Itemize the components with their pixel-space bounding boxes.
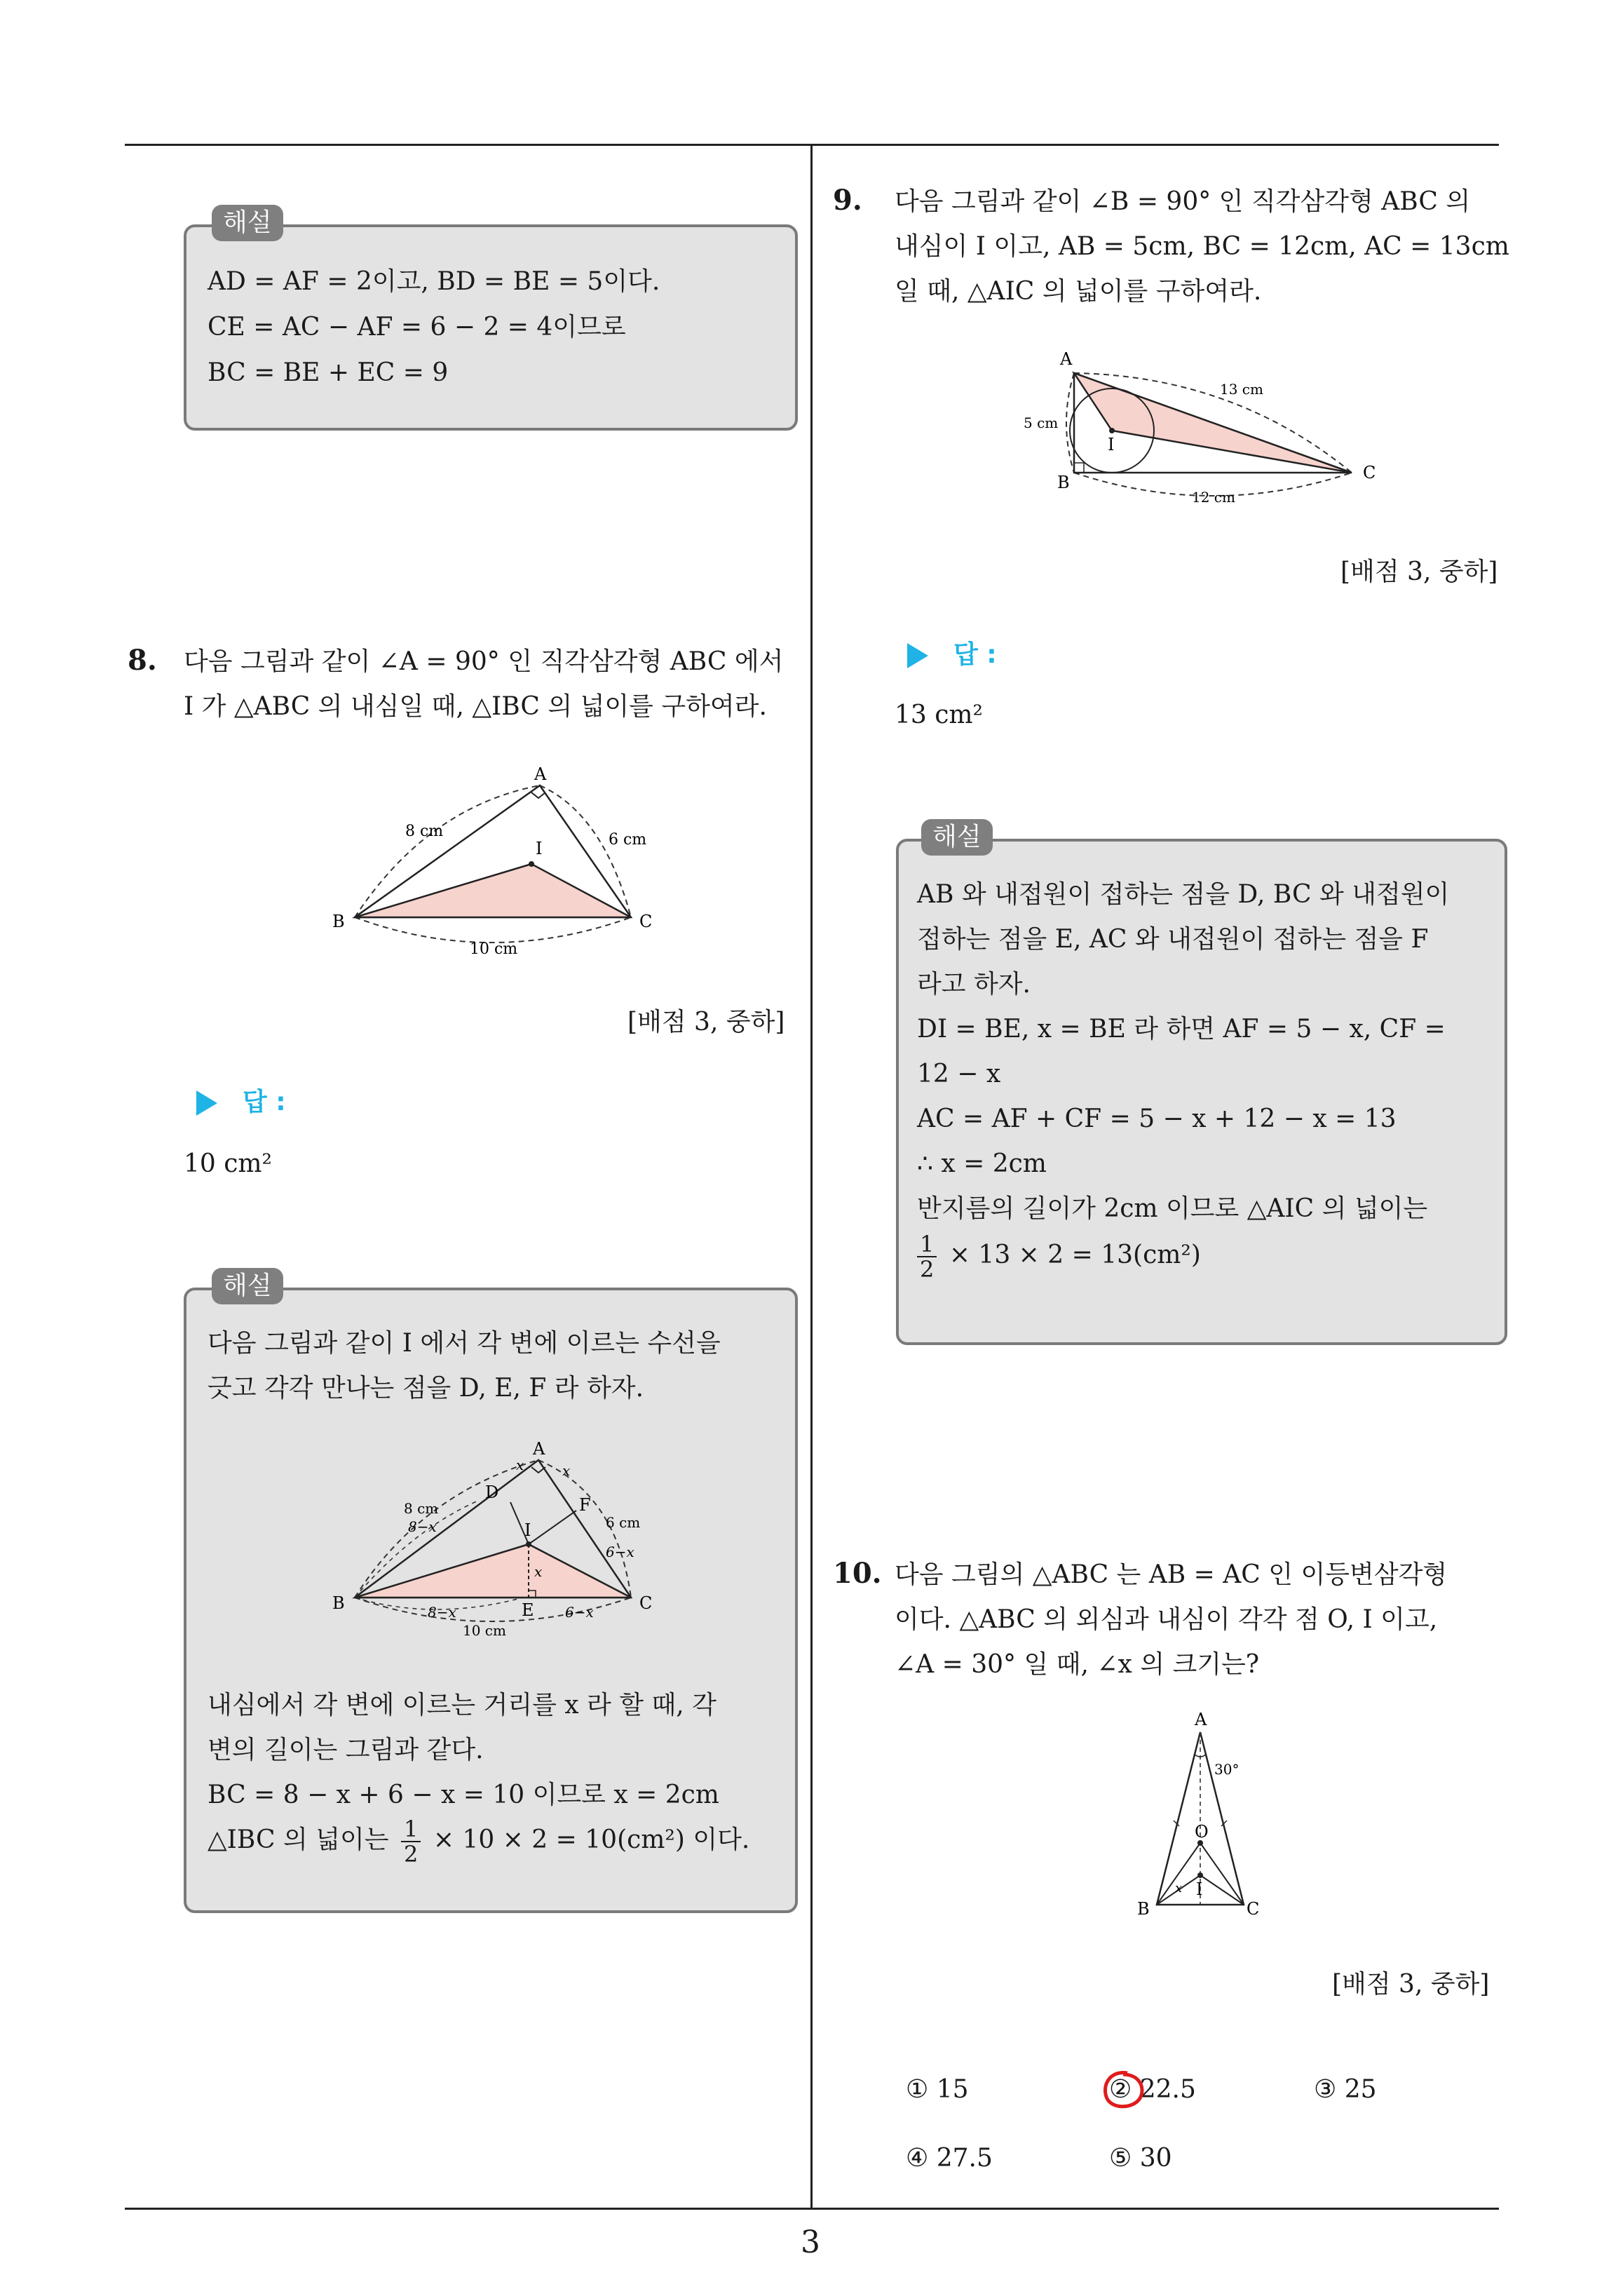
q10-text-line-2: 이다. △ABC 의 외심과 내심이 각각 점 O, I 이고, <box>895 1605 1438 1634</box>
q8-solution-tag: 해설 <box>212 1268 283 1304</box>
q8-fig-label-i: I <box>536 839 543 858</box>
q10-fig-label-c: C <box>1247 1899 1260 1919</box>
q8-fig-label-ab: 8 cm <box>405 823 444 840</box>
q8-text-line-1: 다음 그림과 같이 ∠A = 90° 인 직각삼각형 ABC 에서 <box>184 647 784 676</box>
q10-choice-1[interactable]: ① 15 <box>906 2075 969 2104</box>
q10-choice-2[interactable]: ② 22.5 <box>1109 2075 1196 2104</box>
q8-sol-fig-label-b2: 8−x <box>428 1604 456 1621</box>
q9-solution-line-2: 접하는 점을 E, AC 와 내접원이 접하는 점을 F <box>917 925 1429 954</box>
q9-text-line-1: 다음 그림과 같이 ∠B = 90° 인 직각삼각형 ABC 의 <box>895 187 1471 216</box>
answer-arrow-icon <box>907 643 928 668</box>
page-number: 3 <box>801 2224 820 2260</box>
answer-arrow-icon <box>196 1090 217 1116</box>
q9-solution-line-1: AB 와 내접원이 접하는 점을 D, BC 와 내접원이 <box>917 880 1450 909</box>
q7-solution-line-1: AD = AF = 2이고, BD = BE = 5이다. <box>208 267 660 296</box>
q8-solution-line-4: 변의 길이는 그림과 같다. <box>208 1736 484 1764</box>
q8-solution-line-5: BC = 8 − x + 6 − x = 10 이므로 x = 2cm <box>208 1781 719 1809</box>
q8-fig-label-ac: 6 cm <box>609 831 647 849</box>
q9-fig-label-b: B <box>1057 473 1070 492</box>
q9-solution-tag: 해설 <box>921 819 993 856</box>
q9-solution-line-5: 12 − x <box>917 1060 1001 1088</box>
q10-fig-label-o: O <box>1195 1822 1209 1842</box>
q8-sol-fig-label-c: C <box>639 1593 653 1613</box>
q8-sol-fig-label-c2: 6−x <box>565 1604 594 1621</box>
q8-figure <box>322 764 666 961</box>
q9-fig-label-c: C <box>1363 463 1376 482</box>
q8-sol-fig-label-bc: 10 cm <box>463 1622 506 1639</box>
q8-fig-label-a: A <box>534 764 547 784</box>
q9-solution-fraction: $\frac{1}{2}$ <box>917 1232 937 1281</box>
q10-figure <box>1136 1711 1276 1922</box>
q9-fig-label-bc: 12 cm <box>1192 489 1235 506</box>
q10-answer-mark-circle <box>1099 2069 1148 2112</box>
q8-sol-fig-label-a: A <box>533 1439 545 1459</box>
q10-choice-3[interactable]: ③ 25 <box>1314 2075 1377 2104</box>
q8-fig-label-b: B <box>332 912 345 931</box>
q8-sol-fig-label-d: D <box>485 1483 499 1502</box>
q10-choice-4[interactable]: ④ 27.5 <box>906 2144 993 2173</box>
q8-answer-value: 10 cm² <box>184 1149 272 1178</box>
q8-solution-figure <box>322 1438 666 1641</box>
q10-score: [배점 3, 중하] <box>1332 1970 1490 1999</box>
q8-sol-fig-label-ab: 8 cm <box>404 1500 439 1517</box>
q8-sol-fig-label-i: I <box>524 1520 531 1540</box>
q9-solution-line-7: ∴ x = 2cm <box>917 1149 1047 1178</box>
q9-answer-value: 13 cm² <box>895 701 983 729</box>
q10-fig-label-a: A <box>1195 1711 1207 1729</box>
q9-solution-line-8: 반지름의 길이가 2cm 이므로 △AIC 의 넓이는 <box>917 1194 1428 1223</box>
q8-sol-fig-label-x2: x <box>562 1462 571 1479</box>
q10-text-line-1: 다음 그림의 △ABC 는 AB = AC 인 이등변삼각형 <box>895 1560 1448 1589</box>
q8-sol-fig-label-b1: 8−x <box>408 1518 437 1535</box>
bottom-rule <box>125 2208 1499 2210</box>
q10-fig-label-x: x <box>1175 1881 1183 1896</box>
q8-sol-fig-label-b: B <box>332 1593 345 1613</box>
q8-sol-fig-label-x1: x <box>516 1457 524 1473</box>
q10-fig-label-angle: 30° <box>1214 1761 1240 1778</box>
q9-solution-line-9: $\frac{1}{2}$ × 13 × 2 = 13(cm²) <box>917 1227 1201 1283</box>
q9-fig-label-i: I <box>1108 435 1115 454</box>
q10-text-line-3: ∠A = 30° 일 때, ∠x 의 크기는? <box>895 1650 1260 1679</box>
q7-solution-line-3: BC = BE + EC = 9 <box>208 358 449 387</box>
q9-solution-line-3: 라고 하자. <box>917 970 1031 999</box>
q8-score: [배점 3, 중하] <box>627 1008 785 1036</box>
q9-fig-label-a: A <box>1060 349 1073 369</box>
q10-fig-label-b: B <box>1137 1899 1150 1919</box>
q8-answer-label: 답 : <box>196 1087 286 1118</box>
q8-sol-fig-label-x3: x <box>534 1563 543 1580</box>
q10-choice-5[interactable]: ⑤ 30 <box>1109 2144 1172 2173</box>
q8-solution-fraction: $\frac{1}{2}$ <box>401 1817 421 1866</box>
q8-sol-fig-label-f: F <box>579 1495 591 1515</box>
q8-sol-fig-label-e: E <box>522 1600 534 1620</box>
q8-solution-line-6: △IBC 의 넓이는 $\frac{1}{2}$ × 10 × 2 = 10(cm²) 이다. <box>208 1816 750 1868</box>
q8-text-line-2: I 가 △ABC 의 내심일 때, △IBC 의 넓이를 구하여라. <box>184 692 767 721</box>
q7-solution-tag: 해설 <box>212 205 283 241</box>
q7-solution-line-2: CE = AC − AF = 6 − 2 = 4이므로 <box>208 313 626 342</box>
q8-fig-label-c: C <box>639 912 653 931</box>
q10-fig-label-i: I <box>1196 1879 1203 1899</box>
column-divider <box>810 144 813 2209</box>
q9-answer-label: 답 : <box>907 640 997 670</box>
q8-solution-line-1: 다음 그림과 같이 I 에서 각 변에 이르는 수선을 <box>208 1329 721 1358</box>
q9-fig-label-ac: 13 cm <box>1220 381 1263 398</box>
q8-number: 8. <box>128 644 157 677</box>
q9-solution-line-6: AC = AF + CF = 5 − x + 12 − x = 13 <box>917 1105 1397 1133</box>
q10-number: 10. <box>833 1557 882 1590</box>
q8-fig-label-bc: 10 cm <box>470 940 518 958</box>
q9-text-line-3: 일 때, △AIC 의 넓이를 구하여라. <box>895 277 1262 306</box>
q9-figure <box>1024 348 1388 516</box>
q9-number: 9. <box>833 184 862 217</box>
q8-sol-fig-label-ac: 6 cm <box>606 1514 641 1531</box>
q9-text-line-2: 내심이 I 이고, AB = 5cm, BC = 12cm, AC = 13cm <box>895 232 1509 261</box>
q9-fig-label-ab: 5 cm <box>1024 414 1059 431</box>
q9-score: [배점 3, 중하] <box>1340 558 1498 586</box>
q8-sol-fig-label-c1: 6−x <box>606 1544 634 1560</box>
q9-solution-line-4: DI = BE, x = BE 라 하면 AF = 5 − x, CF = <box>917 1015 1446 1044</box>
q8-solution-line-2: 긋고 각각 만나는 점을 D, E, F 라 하자. <box>208 1374 644 1403</box>
q8-solution-line-3: 내심에서 각 변에 이르는 거리를 x 라 할 때, 각 <box>208 1691 717 1720</box>
